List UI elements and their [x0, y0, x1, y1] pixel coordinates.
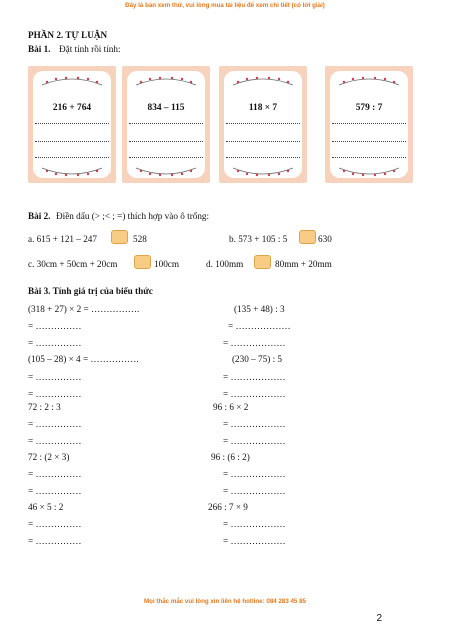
card-expression: 216 + 764	[52, 103, 92, 113]
bai3-left-line: = ……………	[28, 519, 82, 529]
bai2-b-left: b. 573 + 105 : 5	[229, 234, 288, 244]
bai3-right-line: = ………………	[223, 389, 286, 399]
answer-line	[129, 157, 203, 158]
bai3-left-expr: 72 : (2 × 3)	[28, 452, 70, 462]
page-number: 2	[376, 613, 382, 624]
top-banner: Đây là bản xem thử, vui lòng mua tài liệu để xem chi tiết (có lời giải)	[125, 2, 325, 9]
bai3-left-expr: 46 × 5 : 2	[28, 502, 64, 512]
answer-line	[35, 123, 109, 124]
bai3-left-line: = ……………	[28, 372, 82, 382]
bai1-label: Bài 1.	[28, 44, 51, 54]
card-expression: 118 × 7	[248, 103, 278, 113]
bottom-banner: Mọi thắc mắc vui lòng xin liên hệ hotline: 084 283 45 85	[144, 598, 306, 605]
answer-line	[332, 123, 406, 124]
bai3-right-line: = ………………	[223, 419, 286, 429]
calc-card-3	[219, 66, 307, 183]
bai3-right-expr: (230 – 75) : 5	[232, 354, 283, 364]
answer-box-b[interactable]	[299, 230, 316, 244]
floral-wreath-bottom	[336, 166, 402, 178]
answer-line	[226, 141, 300, 142]
calc-card-2	[122, 66, 210, 183]
card-expression: 834 – 115	[147, 103, 185, 113]
calc-card-1	[28, 66, 116, 183]
bai3-right-expr: 96 : (6 : 2)	[211, 452, 250, 462]
answer-box-d[interactable]	[254, 255, 271, 269]
bai3-right-line: = ………………	[223, 519, 286, 529]
bai1-instruction: Đặt tính rồi tính:	[59, 44, 121, 54]
floral-wreath-bottom	[39, 166, 105, 178]
bai3-right-expr: (135 + 48) : 3	[234, 304, 285, 314]
bai2-c-left: c. 30cm + 50cm + 20cm	[28, 259, 118, 269]
answer-line	[35, 157, 109, 158]
bai3-right-line: = ………………	[223, 372, 286, 382]
answer-line	[129, 123, 203, 124]
floral-wreath-top	[39, 75, 105, 87]
floral-wreath-bottom	[133, 166, 199, 178]
bai3-title: Bài 3. Tính giá trị của biểu thức	[28, 286, 153, 296]
bai2-d-right: 80mm + 20mm	[275, 259, 332, 269]
bai3-right-line: = ………………	[223, 536, 286, 546]
bai2-instruction: Điền dấu (> ;< ; =) thích hợp vào ô trống:	[56, 211, 210, 221]
bai3-left-line: = ……………	[28, 338, 82, 348]
bai3-left-line: = ……………	[28, 389, 82, 399]
bai3-right-expr: 266 : 7 × 9	[208, 502, 248, 512]
bai2-b-right: 630	[318, 234, 332, 244]
floral-wreath-top	[230, 75, 296, 87]
answer-line	[226, 157, 300, 158]
bai3-left-line: = ……………	[28, 419, 82, 429]
bai3-right-line: = ………………	[223, 338, 286, 348]
answer-line	[35, 141, 109, 142]
bai3-left-expr: (318 + 27) × 2 = …………….	[28, 304, 140, 314]
bai3-left-expr: 72 : 2 : 3	[28, 402, 61, 412]
bai3-left-expr: (105 – 28) × 4 = …………….	[28, 354, 139, 364]
bai2-label: Bài 2.	[28, 211, 51, 221]
bai3-right-expr: 96 : 6 × 2	[213, 402, 249, 412]
answer-line	[332, 157, 406, 158]
bai3-left-line: = ……………	[28, 436, 82, 446]
answer-line	[226, 123, 300, 124]
bai3-right-line: = ………………	[223, 486, 286, 496]
card-expression: 579 : 7	[355, 103, 383, 113]
bai3-left-line: = ……………	[28, 486, 82, 496]
bai2-a-left: a. 615 + 121 – 247	[28, 234, 97, 244]
bai3-left-line: = ……………	[28, 321, 82, 331]
bai2-d-left: d. 100mm	[206, 259, 244, 269]
section-title: PHẦN 2. TỰ LUẬN	[28, 30, 108, 40]
floral-wreath-bottom	[230, 166, 296, 178]
answer-line	[129, 141, 203, 142]
floral-wreath-top	[133, 75, 199, 87]
bai2-c-right: 100cm	[154, 259, 180, 269]
calc-card-4	[325, 66, 413, 183]
floral-wreath-top	[336, 75, 402, 87]
answer-line	[332, 141, 406, 142]
answer-box-a[interactable]	[111, 230, 128, 244]
bai3-right-line: = ………………	[223, 469, 286, 479]
bai3-right-line: = ………………	[223, 436, 286, 446]
bai3-left-line: = ……………	[28, 469, 82, 479]
bai3-left-line: = ……………	[28, 536, 82, 546]
bai3-right-line: = ………………	[228, 321, 291, 331]
answer-box-c[interactable]	[134, 255, 151, 269]
bai2-a-right: 528	[133, 234, 147, 244]
